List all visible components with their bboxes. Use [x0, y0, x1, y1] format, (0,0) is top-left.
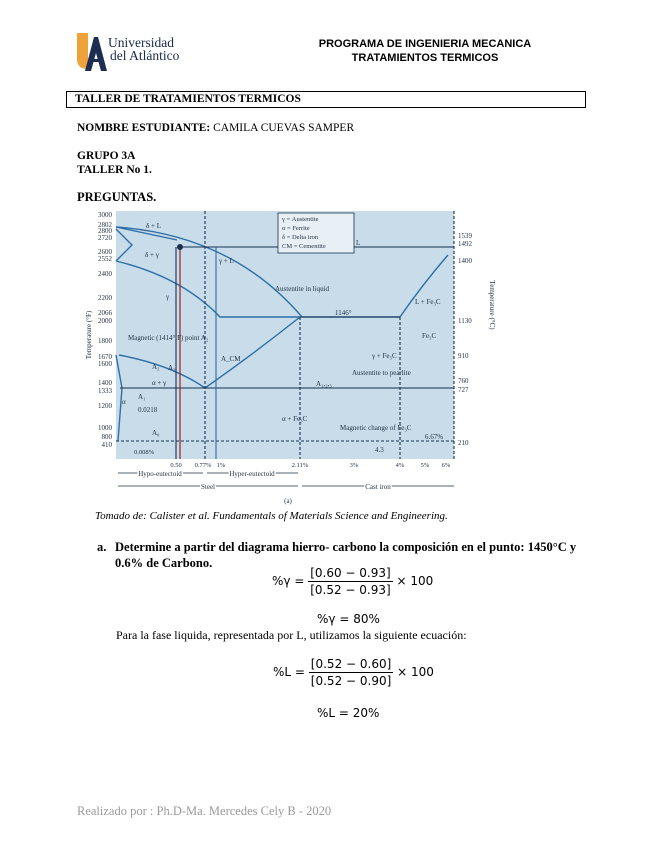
lbl-a123: A₁,₂,₃ [316, 380, 332, 388]
lbl-hyper: Hyper-eutectoid [229, 470, 275, 478]
lbl-alpha: α [122, 398, 126, 406]
lt-410: 410 [101, 441, 112, 449]
figure-caption: Tomado de: Calister et al. Fundamentals of Materials Science and Engineering. [95, 510, 448, 522]
title-box [66, 91, 586, 108]
legend-cm: CM = Cementite [282, 243, 326, 250]
phase-diagram-svg [82, 205, 502, 510]
university-logo [74, 31, 108, 73]
lbl-l-fe3c: L + Fe₃C [415, 298, 441, 306]
lt-1670: 1670 [98, 353, 112, 361]
question-number: a. [97, 540, 107, 554]
lt-2552: 2552 [98, 255, 112, 263]
eq1-lhs: %γ = [272, 574, 305, 588]
program-line1: PROGRAMA DE INGENIERIA MECANICA [318, 38, 532, 50]
title-box-text: TALLER DE TRATAMIENTOS TERMICOS [75, 93, 301, 105]
eq2-numerator: [0.52 − 0.60] [310, 657, 392, 671]
lt-3000: 3000 [98, 211, 112, 219]
xt-5: 5% [420, 462, 430, 469]
lt-2720: 2720 [98, 234, 112, 242]
result-gamma: %γ = 80% [317, 612, 380, 626]
program-line2: TRATAMIENTOS TERMICOS [351, 52, 499, 64]
xt-1: 1% [216, 462, 226, 469]
point-1450c [177, 244, 183, 250]
eq2-fraction [309, 657, 393, 688]
student-label: NOMBRE ESTUDIANTE: [77, 122, 211, 134]
taller-label: TALLER No 1. [77, 164, 152, 176]
liquid-phase-text: Para la fase liquida, representada por L, utilizamos la siguiente ecuación: [116, 628, 467, 642]
lbl-alpha-gamma: α + γ [152, 379, 167, 387]
eq1-fraction [308, 566, 392, 597]
lbl-austenite-liquid: Austentite in liquid [275, 285, 330, 293]
lbl-magnetic-point: Magnetic (1414° F) point A₂ [128, 334, 209, 342]
xt-211: 2.11% [291, 462, 309, 469]
lbl-cast-iron: Cast iron [365, 483, 391, 491]
eq1-tail: × 100 [396, 574, 434, 588]
lbl-a1: A₁ [138, 393, 146, 401]
lt-1333: 1333 [98, 387, 112, 395]
result-liquid: %L = 20% [317, 706, 380, 720]
eq1-numerator: [0.60 − 0.93] [310, 566, 391, 580]
lbl-gamma: γ [166, 293, 170, 301]
legend-alpha: α = Ferrite [282, 225, 310, 232]
lbl-austenite-pearlite: Austentite to pearlite [352, 369, 411, 377]
lbl-delta-l: δ + L [146, 222, 162, 230]
lbl-0218: 0.0218 [138, 406, 158, 414]
eq2-denominator: [0.52 − 0.90] [310, 674, 392, 688]
xt-3: 3% [349, 462, 359, 469]
rt-760: 760 [458, 377, 469, 385]
eq1-denominator: [0.52 − 0.93] [310, 583, 391, 597]
lbl-a3: A₃ [168, 364, 176, 372]
lt-2600: 2600 [98, 248, 112, 256]
xt-6: 6% [441, 462, 451, 469]
lbl-magnetic-change: Magnetic change of Fe₃C [340, 424, 412, 432]
program-header [300, 37, 550, 65]
rt-1130: 1130 [458, 317, 472, 325]
iron-carbon-diagram [82, 205, 502, 515]
lbl-a0: A₀ [152, 429, 160, 437]
lt-2200: 2200 [98, 294, 112, 302]
logo-text [108, 36, 179, 62]
lbl-gamma-l: γ + L [219, 257, 234, 265]
logo-line1: Universidad [108, 35, 174, 50]
lt-2066: 2066 [98, 309, 112, 317]
lt-1600: 1600 [98, 360, 112, 368]
lbl-43: 4.3 [375, 446, 384, 454]
eq2-lhs: %L = [273, 665, 305, 679]
group-label: GRUPO 3A [77, 150, 136, 162]
question-text: Determine a partir del diagrama hierro- carbono la composición en el punto: 1450°C y 0.6% de Carbono. [115, 540, 577, 570]
eq2-tail: × 100 [397, 665, 434, 679]
lbl-fig-a: (a) [284, 497, 292, 505]
lbl-steel: Steel [201, 483, 215, 491]
student-line [77, 122, 354, 134]
lbl-667: 6.67% [425, 433, 444, 441]
lt-1800: 1800 [98, 337, 112, 345]
logo-line2: del Atlántico [110, 48, 180, 63]
lbl-acm: A_CM [221, 355, 241, 363]
rt-1539: 1539 [458, 232, 472, 240]
lbl-a2: A₂ [152, 363, 160, 371]
legend-gamma: γ = Austentite [282, 216, 319, 223]
xt-0008: 0.008% [133, 449, 155, 456]
rt-1492: 1492 [458, 240, 472, 248]
lt-2802: 2802 [98, 221, 112, 229]
xt-077: 0.77% [194, 462, 212, 469]
lt-1400: 1400 [98, 379, 112, 387]
rt-910: 910 [458, 352, 469, 360]
lbl-alpha-fe3c: α + Fe₃C [282, 415, 308, 423]
lbl-1146: 1146° [335, 309, 352, 317]
lbl-l: L [356, 239, 361, 247]
lbl-hypo: Hypo-eutectoid [138, 470, 182, 478]
lt-2800: 2800 [98, 227, 112, 235]
lt-2000: 2000 [98, 317, 112, 325]
student-name: CAMILA CUEVAS SAMPER [213, 122, 355, 134]
equation-gamma [272, 566, 433, 597]
lt-800: 800 [101, 433, 112, 441]
rt-727: 727 [458, 386, 469, 394]
lt-1000: 1000 [98, 424, 112, 432]
lbl-fe3c: Fe₃C [422, 332, 437, 340]
logo-mark-icon [74, 31, 108, 73]
legend-delta: δ = Delta iron [282, 234, 319, 241]
lt-2400: 2400 [98, 270, 112, 278]
left-axis-title: Temperature (°F) [85, 310, 93, 360]
lbl-delta-gamma: δ + γ [145, 251, 159, 259]
xt-4: 4% [395, 462, 405, 469]
rt-1400: 1400 [458, 257, 472, 265]
preguntas-heading: PREGUNTAS. [77, 190, 157, 204]
lbl-gamma-fe3c: γ + Fe₃C [372, 352, 397, 360]
footer-text: Realizado por : Ph.D-Ma. Mercedes Cely B - 2020 [77, 804, 332, 818]
xt-050: 0.50 [170, 462, 182, 469]
lt-1200: 1200 [98, 402, 112, 410]
equation-liquid [273, 657, 434, 688]
rt-210: 210 [458, 439, 469, 447]
right-axis-title: Temperature (°C) [488, 280, 496, 330]
